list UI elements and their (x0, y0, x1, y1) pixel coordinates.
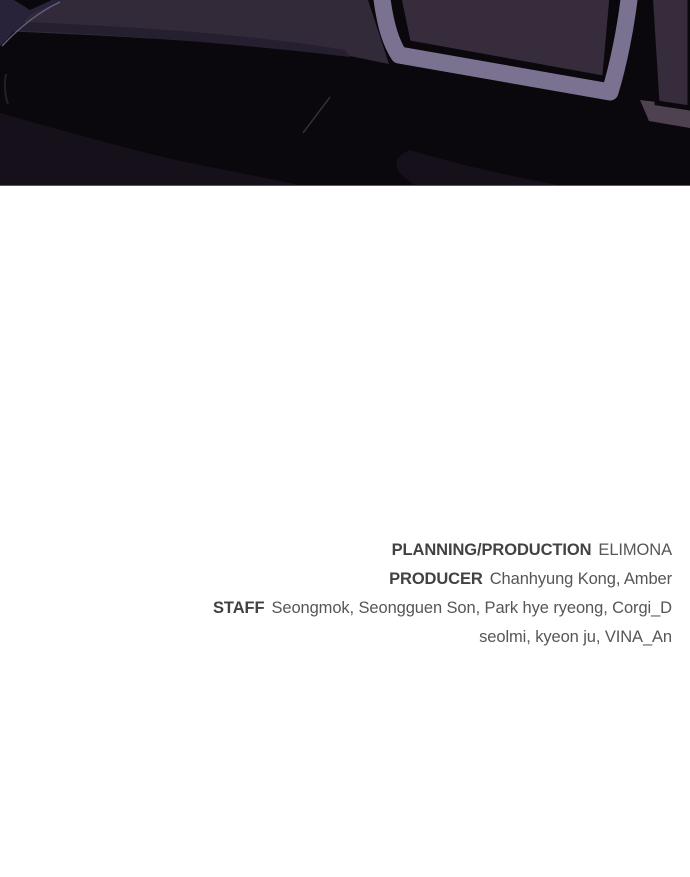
credit-value: seolmi, kyeon ju, VINA_An (479, 628, 672, 646)
right-panel-shape (650, 0, 690, 108)
credit-label: PRODUCER (389, 570, 483, 588)
credit-value: Seongmok, Seongguen Son, Park hye ryeong, Corgi_D (271, 599, 672, 617)
credit-value: ELIMONA (598, 541, 672, 559)
credit-value: Chanhyung Kong, Amber (489, 570, 672, 588)
credit-label: STAFF (213, 599, 265, 617)
credit-line-staff-continued (20, 623, 672, 652)
credit-line-planning-production (20, 536, 672, 565)
credit-line-producer (20, 565, 672, 594)
credits-block (0, 536, 690, 652)
comic-panel-artwork (0, 0, 690, 186)
comic-panel-svg (0, 0, 690, 185)
credit-label: PLANNING/PRODUCTION (391, 541, 592, 559)
credit-line-staff (20, 594, 672, 623)
